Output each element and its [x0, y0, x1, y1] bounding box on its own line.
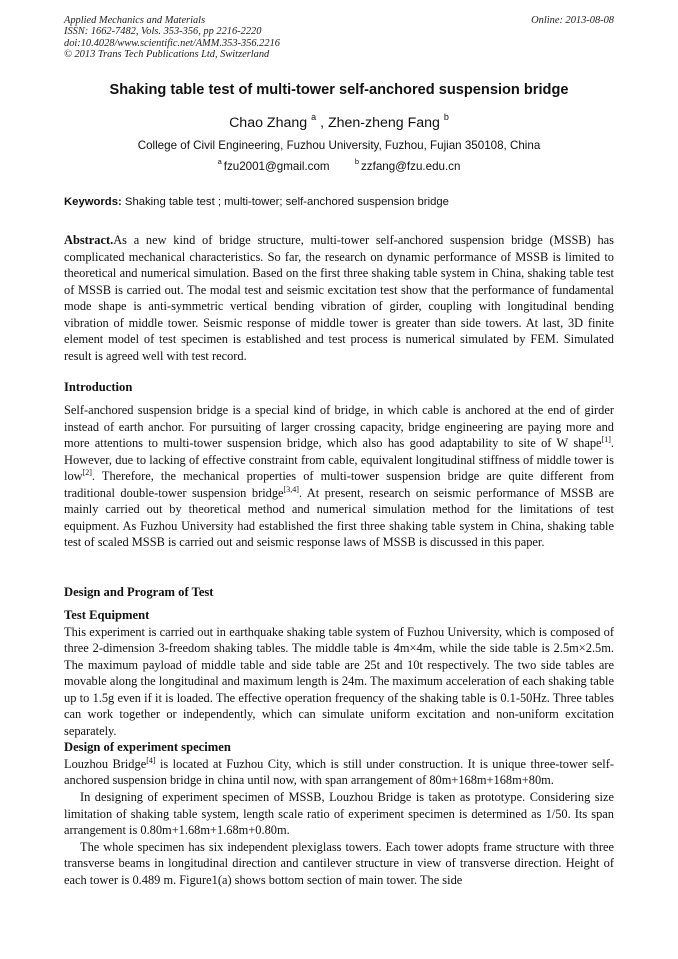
design-section: [64, 607, 614, 888]
citation-4[interactable]: [4]: [146, 755, 156, 765]
intro-text-3: . Therefore, the mechanical properties of multi-tower suspension bridge are quite different from traditional double-tower suspension bridge: [64, 469, 614, 500]
abstract: [64, 232, 614, 364]
specimen-text-1b: is located at Fuzhou City, which is still under construction. It is unique three-tower self-anchored suspension bridge in china until now, with span arrangement of 80m+168m+168m+80m.: [64, 756, 614, 788]
email-a-marker: a: [217, 157, 222, 166]
author-1: Chao Zhang: [229, 115, 308, 131]
introduction-paragraph: [64, 402, 614, 551]
test-equipment-paragraph: This experiment is carried out in earthquake shaking table system of Fuzhou University, which is composed of three 2-dimension 3-freedom shaking tables. The middle table is 4m×4m, while the side table is 2.5m×2.5m. The maximum payload of middle table and side table are 25t and 10t respectively. The two side tables are movable along the longitudinal and maximum length is 24m. The maximum acceleration of each shaking table up to 1.5g even if it is loaded. The effective operation frequency of the shaking table is 0.1-50Hz. Three tables can work together or independently, which can simulate uniform excitation and non-uniform excitation separately.: [64, 624, 614, 738]
paper-title: Shaking table test of multi-tower self-anchored suspension bridge: [109, 82, 569, 98]
copyright-line: © 2013 Trans Tech Publications Ltd, Switzerland: [64, 49, 270, 61]
doi-line: doi:10.4028/www.scientific.net/AMM.353-356.2216: [64, 37, 280, 49]
citation-1[interactable]: [1]: [601, 435, 611, 445]
specimen-heading: Design of experiment specimen: [64, 740, 231, 755]
specimen-paragraph-2: In designing of experiment specimen of MSSB, Louzhou Bridge is taken as prototype. Considering size limitation of shaking table system, length scale ratio of experiment specimen is determined as 1/50. Its span arrangement is 0.80m+1.68m+1.68m+0.80m.: [64, 790, 614, 838]
author-2-marker: b: [443, 112, 449, 122]
specimen-paragraph-1: [64, 756, 614, 789]
design-heading: Design and Program of Test: [64, 585, 214, 599]
issn-line: ISSN: 1662-7482, Vols. 353-356, pp 2216-2220: [64, 26, 262, 38]
journal-header: [64, 15, 614, 61]
specimen-paragraph-3: The whole specimen has six independent plexiglass towers. Each tower adopts frame structure with three transverse beams in longitudinal direction and cantilever structure in view of transverse direction. Height of each tower is 0.489 m. Figure1(a) shows bottom section of main tower. The side: [64, 839, 614, 887]
email-b-marker: b: [354, 157, 359, 166]
author-2: Zhen-zheng Fang: [327, 115, 440, 131]
keywords-text: Shaking table test ; multi-tower; self-anchored suspension bridge: [121, 196, 449, 208]
test-equipment-heading: Test Equipment: [64, 608, 150, 622]
author-1-marker: a: [311, 112, 317, 122]
journal-name: Applied Mechanics and Materials: [64, 15, 206, 26]
citation-2[interactable]: [2]: [82, 468, 92, 478]
citation-3-4[interactable]: [3,4]: [283, 484, 299, 494]
keywords-label: Keywords:: [64, 196, 122, 208]
intro-text-4: . At present, research on seismic performance of MSSB are mainly carried out by theoretical method and numerical simulation method for the limitations of test equipment. As Fuzhou University had established the first three shaking table system in China, shaking table test of scaled MSSB is carried out and seismic response laws of MSSB is discussed in this paper.: [64, 485, 614, 550]
intro-text-1: Self-anchored suspension bridge is a special kind of bridge, in which cable is anchored at the end of girder instead of earth anchor. For pursuiting of larger crossing capacity, bridge engineering are paying more and more attentions to multi-tower suspension bridge, which also has good adaptability to site of W shape: [64, 403, 614, 451]
abstract-text: As a new kind of bridge structure, multi-tower self-anchored suspension bridge (MSSB) has complicated mechanical characteristics. So far, the research on dynamic performance of MSSB is limited to theoretical and numerical simulation. Based on the first three shaking table system in China, shaking table test of MSSB is carried out. The modal test and seismic excitation test show that the performance of fundamental mode shape is anti-symmetric vertical bending vibration of girder, coupling with longitudinal bending vibration of middle tower. Seismic response of middle tower is greater than side towers. At last, 3D finite element model of test specimen is established and test process is numerical simulated by FEM. Simulated result is agreed well with test record.: [64, 233, 614, 363]
introduction-heading: Introduction: [64, 380, 133, 394]
email-line: [0, 157, 678, 173]
author-separator: ,: [316, 115, 328, 131]
intro-text-2: . However, due to lacking of effective constraint from cable, equivalent longitudinal stiffness of middle tower is low: [64, 436, 614, 484]
email-b[interactable]: zzfang@fzu.edu.cn: [361, 160, 461, 173]
online-date: Online: 2013-08-08: [531, 15, 614, 26]
keywords: [64, 196, 449, 208]
email-a[interactable]: fzu2001@gmail.com: [223, 160, 330, 173]
affiliation: College of Civil Engineering, Fuzhou University, Fuzhou, Fujian 350108, China: [137, 139, 541, 152]
specimen-text-1a: Louzhou Bridge: [64, 756, 147, 771]
abstract-label: Abstract.: [64, 233, 114, 247]
author-line: [0, 112, 678, 131]
